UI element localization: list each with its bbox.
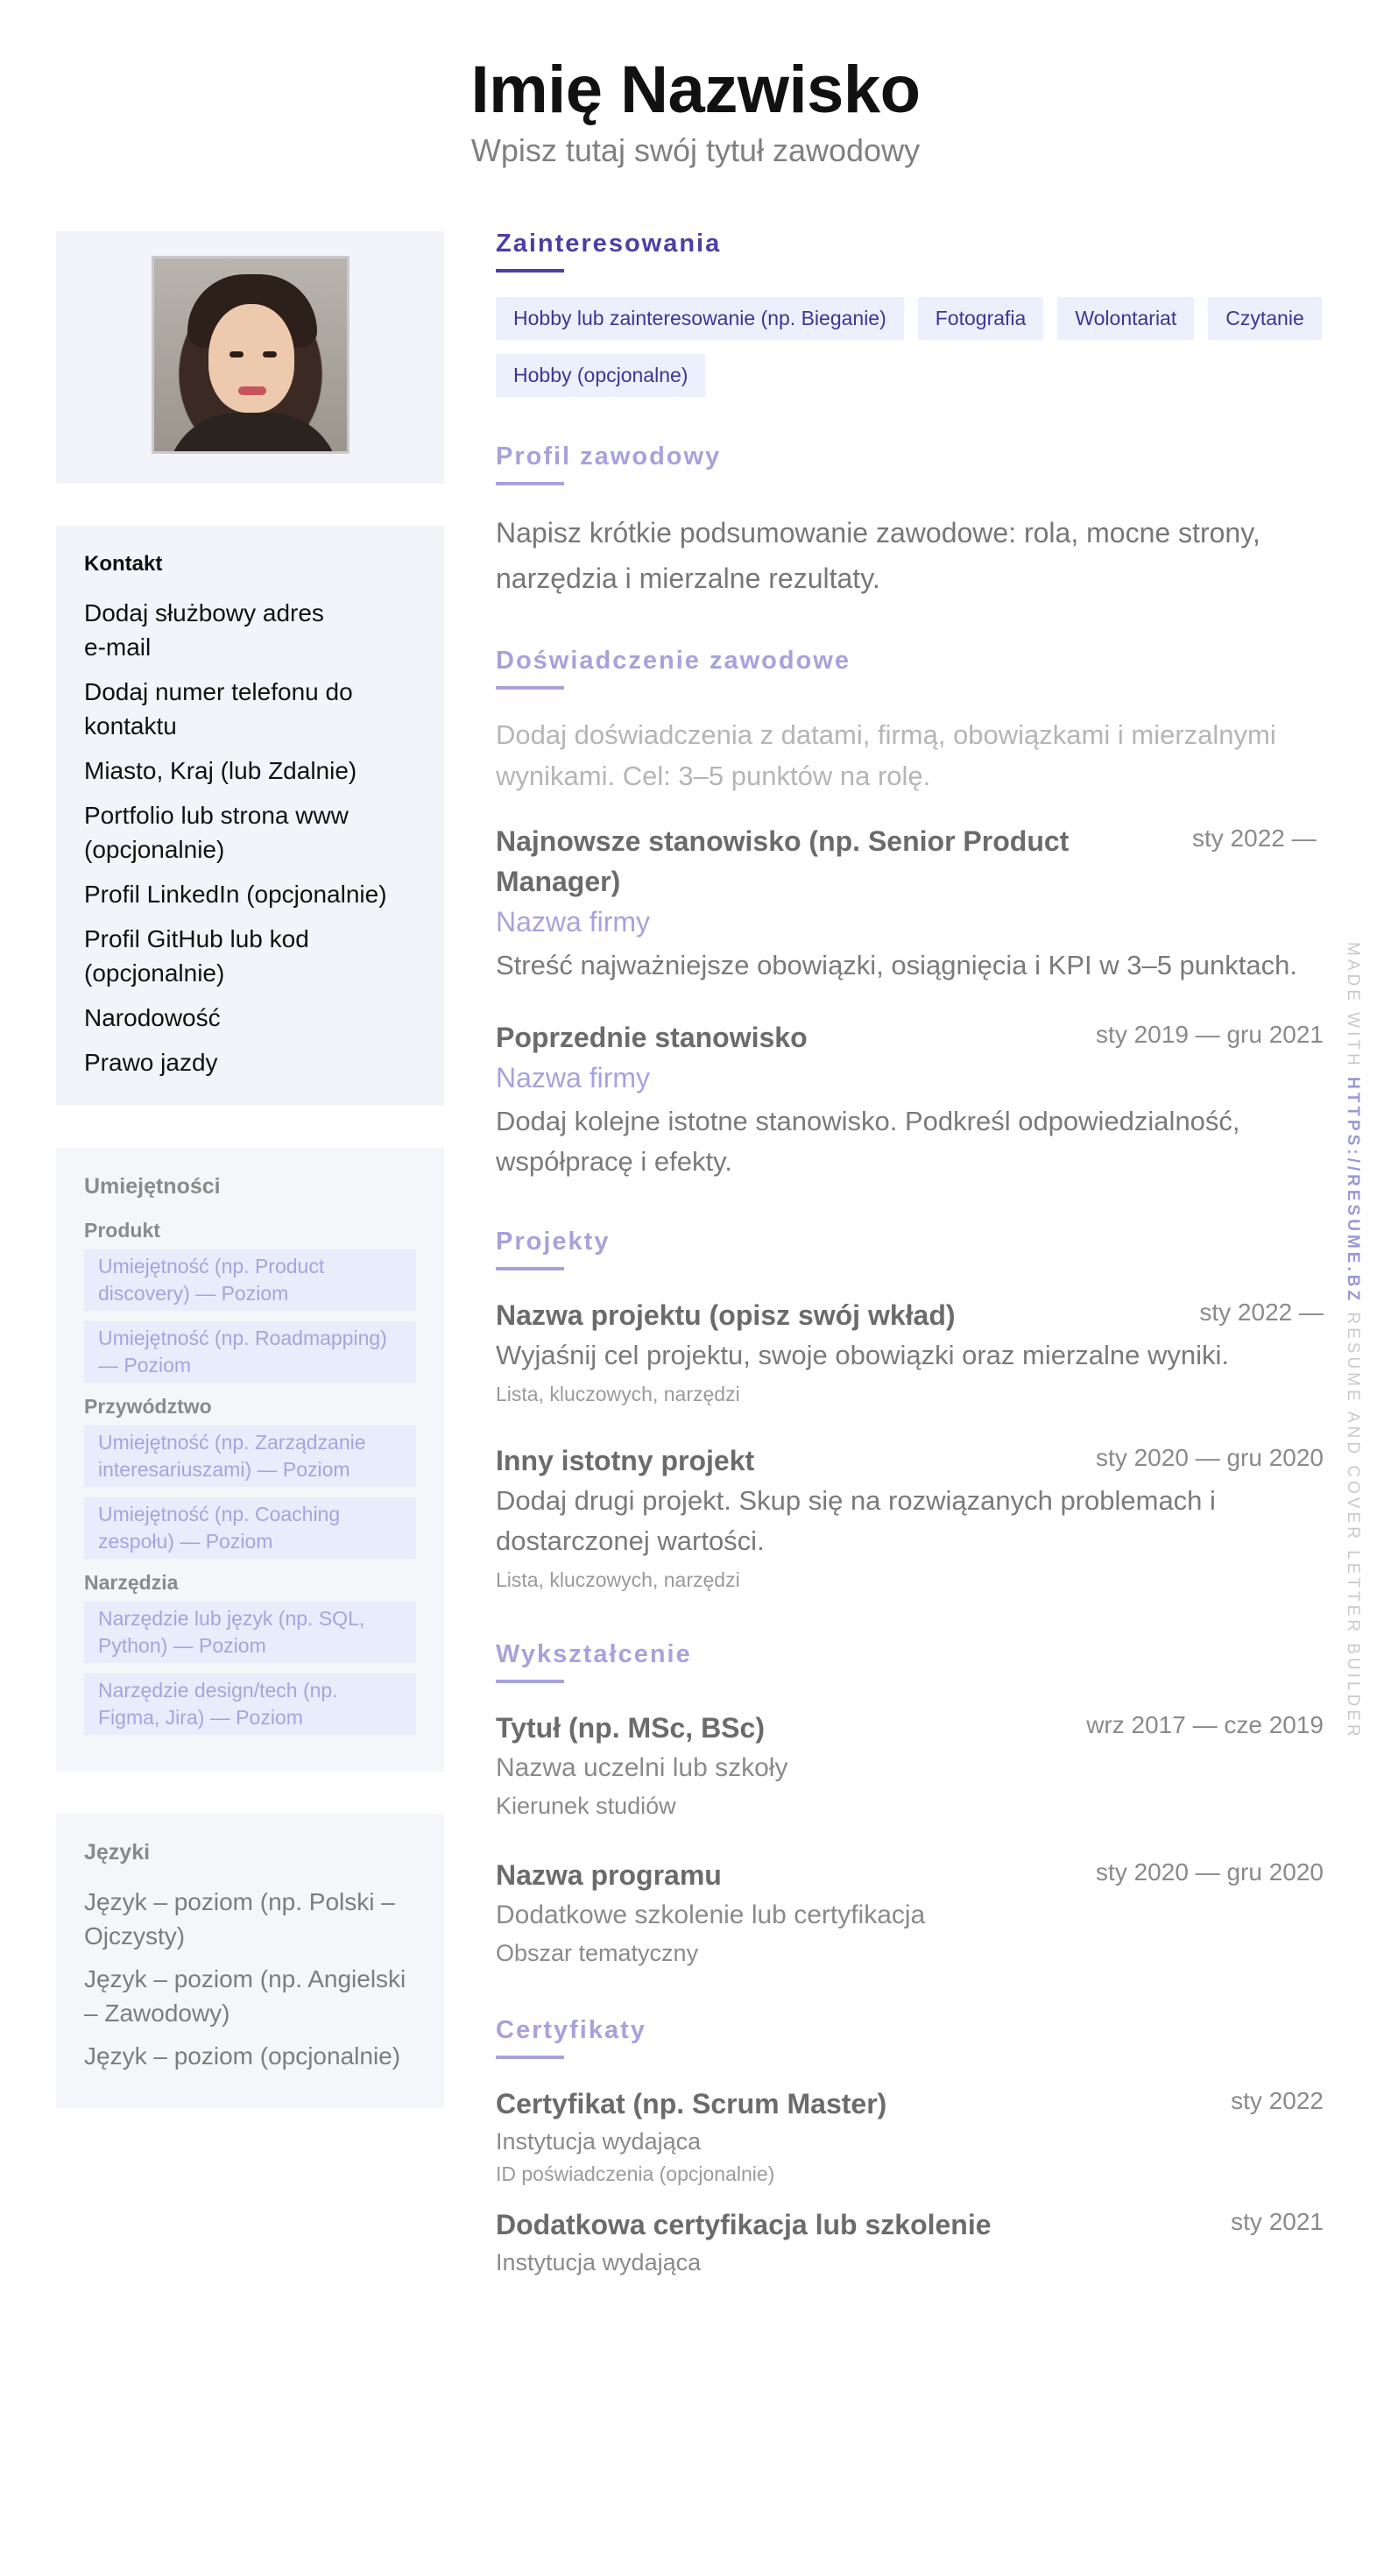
entry-tags: Lista, kluczowych, narzędzi (496, 1568, 740, 1591)
experience-intro: Dodaj doświadczenia z datami, firmą, obowiązkami i mierzalnymi wynikami. Cel: 3–5 punktów na rolę. (496, 719, 1276, 791)
entry-title: Dodatkowa certyfikacja lub szkolenie (496, 2209, 992, 2240)
interests-section (496, 230, 1324, 397)
project-entry (496, 1440, 1324, 1595)
skill-chip: Umiejętność (np. Product discovery) — Poziom (84, 1249, 416, 1311)
watermark-prefix: MADE WITH (1344, 942, 1362, 1069)
certificate-entry (496, 2084, 1324, 2189)
contact-linkedin: Profil LinkedIn (opcjonalnie) (84, 881, 387, 908)
experience-entry (496, 1017, 1324, 1182)
contact-phone: Dodaj numer telefonu do kontaktu (84, 678, 353, 740)
entry-date: sty 2020 — gru 2020 (1096, 1444, 1324, 1471)
entry-title: Nazwa programu (496, 1859, 722, 1891)
resume-header (0, 51, 1391, 170)
skill-chip: Umiejętność (np. Roadmapping) — Poziom (84, 1321, 416, 1383)
profile-section (496, 442, 1324, 601)
full-name: Imię Nazwisko (470, 53, 921, 127)
skills-title: Umiejętności (84, 1174, 221, 1199)
projects-section (496, 1228, 1324, 1595)
made-with-watermark (1343, 942, 1362, 1740)
entry-description: Wyjaśnij cel projektu, swoje obowiązki oraz mierzalne wyniki. (496, 1340, 1230, 1370)
entry-date: sty 2022 — (1199, 1299, 1324, 1326)
entry-title: Najnowsze stanowisko (np. Senior Product Manager) (496, 825, 1070, 897)
contact-portfolio: Portfolio lub strona www (opcjonalnie) (84, 802, 349, 863)
entry-description: Dodaj kolejne istotne stanowisko. Podkreśl odpowiedzialność, współpracę i efekty. (496, 1106, 1240, 1177)
language-item: Język – poziom (np. Polski – Ojczysty) (84, 1888, 395, 1950)
entry-date: sty 2022 (1231, 2087, 1324, 2114)
contact-driving-license: Prawo jazdy (84, 1049, 218, 1076)
profile-text: Napisz krótkie podsumowanie zawodowe: rola, mocne strony, narzędzia i mierzalne rezultaty. (496, 517, 1260, 594)
language-item: Język – poziom (opcjonalnie) (84, 2042, 401, 2070)
entry-date: sty 2019 — gru 2021 (1096, 1021, 1324, 1048)
education-entry (496, 1708, 1324, 1823)
interest-chip: Hobby lub zainteresowanie (np. Bieganie) (496, 297, 904, 340)
interest-chip: Hobby (opcjonalne) (496, 354, 705, 397)
contact-email: Dodaj służbowy adres e-mail (84, 599, 324, 661)
entry-date: sty 2020 — gru 2020 (1096, 1858, 1324, 1886)
projects-title: Projekty (496, 1228, 1324, 1270)
languages-title: Języki (84, 1840, 151, 1865)
right-column (496, 230, 1324, 2325)
profile-title: Profil zawodowy (496, 442, 1324, 485)
job-title: Wpisz tutaj swój tytuł zawodowy (470, 132, 921, 168)
entry-title: Nazwa projektu (opisz swój wkład) (496, 1299, 956, 1331)
project-entry (496, 1295, 1324, 1409)
entry-description: Dodaj drugi projekt. Skup się na rozwiązanych problemach i dostarczonej wartości. (496, 1485, 1216, 1556)
entry-tags: Lista, kluczowych, narzędzi (496, 1383, 740, 1405)
language-item: Język – poziom (np. Angielski – Zawodowy) (84, 1965, 406, 2027)
certificate-entry (496, 2204, 1324, 2280)
skills-panel (56, 1148, 444, 1772)
interests-title: Zainteresowania (496, 230, 1324, 272)
certificates-title: Certyfikaty (496, 2016, 1324, 2059)
school-name: Nazwa uczelni lub szkoły (496, 1753, 788, 1782)
issuer: Instytucja wydająca (496, 2249, 702, 2275)
interest-chip: Czytanie (1208, 297, 1321, 340)
company-name: Nazwa firmy (496, 1062, 651, 1093)
contact-title: Kontakt (84, 552, 163, 576)
education-section (496, 1640, 1324, 1971)
watermark-suffix: RESUME AND COVER LETTER BUILDER (1344, 1312, 1362, 1740)
entry-date: sty 2022 — (1192, 824, 1317, 852)
skill-chip: Narzędzie lub język (np. SQL, Python) — Poziom (84, 1602, 416, 1663)
contact-nationality: Narodowość (84, 1004, 221, 1031)
company-name: Nazwa firmy (496, 906, 651, 938)
skill-chip: Narzędzie design/tech (np. Figma, Jira) — Poziom (84, 1674, 416, 1735)
certificates-section (496, 2016, 1324, 2280)
left-column (56, 231, 444, 2108)
skill-group-title: Przywództwo (84, 1395, 212, 1418)
contact-github: Profil GitHub lub kod (opcjonalnie) (84, 925, 309, 987)
entry-date: wrz 2017 — cze 2019 (1086, 1711, 1324, 1738)
entry-title: Tytuł (np. MSc, BSc) (496, 1712, 765, 1744)
education-title: Wykształcenie (496, 1640, 1324, 1683)
interests-list (496, 297, 1324, 397)
issuer: Instytucja wydająca (496, 2128, 702, 2155)
interest-chip: Fotografia (918, 297, 1044, 340)
field-of-study: Obszar tematyczny (496, 1940, 699, 1966)
field-of-study: Kierunek studiów (496, 1793, 676, 1819)
skill-chip: Umiejętność (np. Coaching zespołu) — Poziom (84, 1497, 416, 1559)
experience-entry (496, 821, 1324, 986)
experience-section (496, 647, 1324, 1182)
skill-group-title: Narzędzia (84, 1571, 179, 1594)
profile-photo (152, 256, 350, 454)
school-name: Dodatkowe szkolenie lub certyfikacja (496, 1900, 926, 1929)
entry-description: Streść najważniejsze obowiązki, osiągnięcia i KPI w 3–5 punktach. (496, 950, 1297, 980)
skill-group-title: Produkt (84, 1219, 160, 1242)
experience-title: Doświadczenie zawodowe (496, 647, 1324, 690)
watermark-link[interactable]: HTTPS://RESUME.BZ (1344, 1077, 1362, 1305)
skill-chip: Umiejętność (np. Zarządzanie interesariuszami) — Poziom (84, 1426, 416, 1487)
contact-location: Miasto, Kraj (lub Zdalnie) (84, 757, 357, 784)
education-entry (496, 1855, 1324, 1971)
contact-panel (56, 526, 444, 1106)
interest-chip: Wolontariat (1057, 297, 1194, 340)
entry-title: Poprzednie stanowisko (496, 1022, 808, 1053)
entry-date: sty 2021 (1231, 2208, 1324, 2235)
entry-title: Inny istotny projekt (496, 1445, 755, 1476)
photo-panel (56, 231, 444, 484)
languages-panel (56, 1814, 444, 2108)
credential-id: ID poświadczenia (opcjonalnie) (496, 2162, 775, 2185)
entry-title: Certyfikat (np. Scrum Master) (496, 2088, 887, 2120)
